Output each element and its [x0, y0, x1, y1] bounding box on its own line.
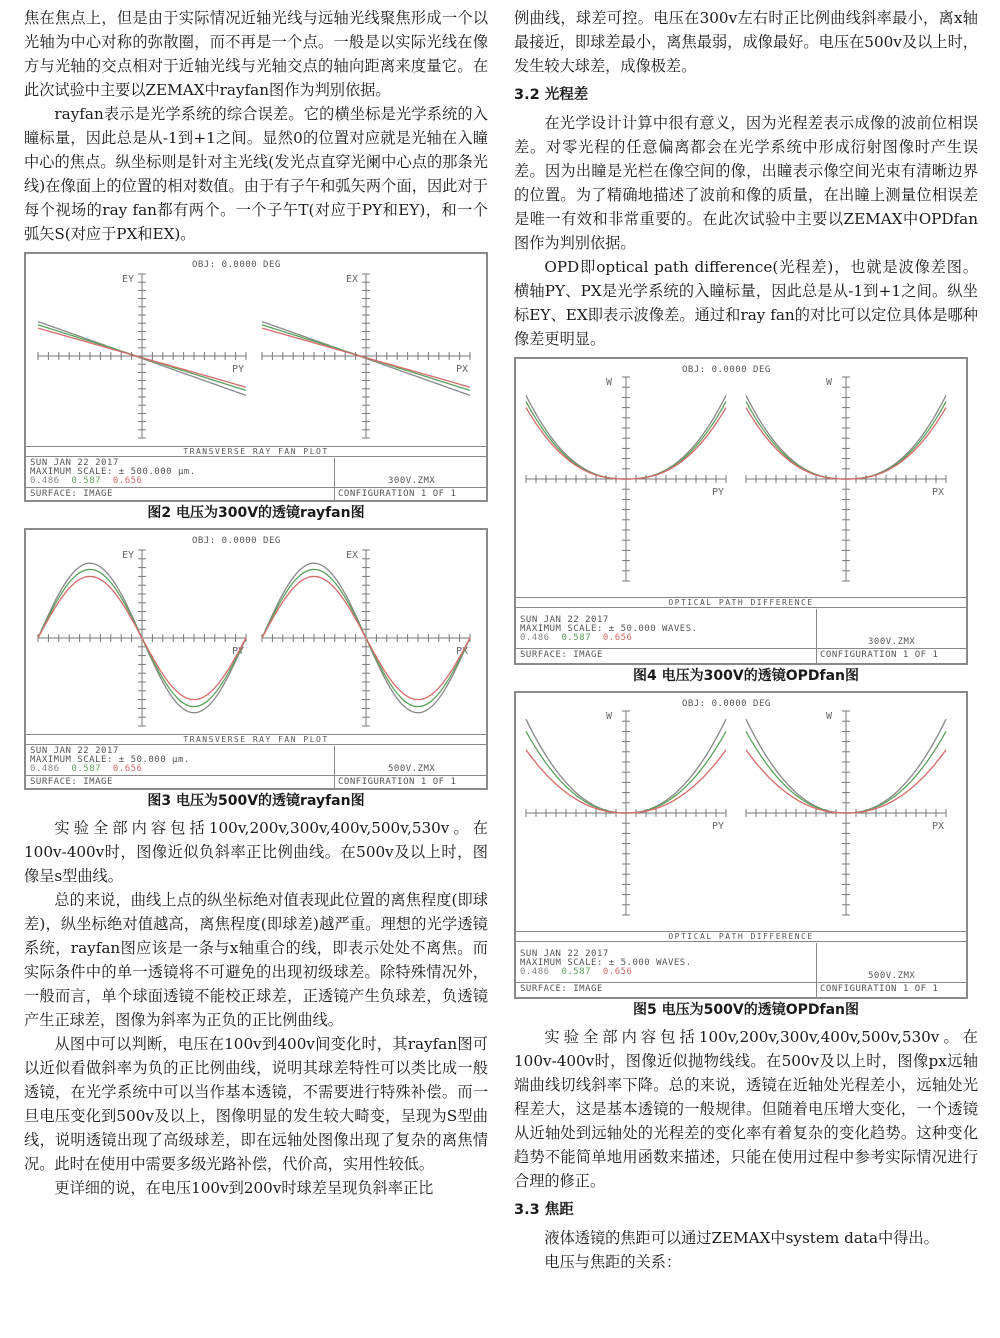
wavelength-1: 0.587 [561, 967, 592, 977]
plot-banner: TRANSVERSE RAY FAN PLOT [26, 734, 486, 745]
divider [26, 775, 486, 776]
y-axis-label: W [606, 711, 613, 722]
x-axis-label: PX [932, 487, 945, 498]
divider [26, 744, 486, 745]
divider [516, 607, 966, 608]
plot-banner: TRANSVERSE RAY FAN PLOT [26, 446, 486, 457]
wavelength-2: 0.656 [112, 764, 143, 774]
x-axis-label: PX [456, 364, 469, 375]
plot-config: CONFIGURATION 1 OF 1 [338, 777, 457, 787]
paragraph: 在光学设计计算中很有意义，因为光程差表示成像的波前位相误差。对零光程的任意偏离都会在光学系统中形成衍射图像时产生误差。因为出瞳是光栏在像空间的像，出瞳表示像空间光束有清晰边界的位置。为了精确地描述了波前和像的质量，在出瞳上测量位相误差是唯一有效和非常重要的。在此次试验中主要以ZEMAX中OPDfan图作为判别依据。 [514, 114, 978, 252]
plot-config: CONFIGURATION 1 OF 1 [338, 489, 457, 499]
y-axis-label: EY [122, 550, 135, 561]
wavelength-2: 0.656 [602, 633, 633, 643]
figure-caption: 图3 电压为500V的透镜rayfan图 [147, 793, 365, 809]
paragraph: 实验全部内容包括100v,200v,300v,400v,500v,530v。在100v-400v时，图像近似抛物线线。在500v及以上时，图像px远轴端曲线切线斜率下降。总的来说，透镜在近轴处光程差小，远轴处光程差大，这是基本透镜的一般规律。但随着电压增大变化，一个透镜从近轴处到远轴处的光程差的变化率有着复杂的变化趋势。这种变化趋势不能简单地用函数来描述，只能在使用过程中参考实际情况进行合理的修正。 [514, 1028, 978, 1190]
x-axis-label: PY [232, 646, 245, 657]
plot-file: 300V.ZMX [388, 476, 436, 486]
divider [26, 487, 486, 488]
y-axis-label: EX [346, 274, 359, 285]
plot-date: SUN JAN 22 2017 [30, 746, 119, 756]
x-axis-label: PY [712, 821, 725, 832]
paragraph: 总的来说，曲线上点的纵坐标绝对值表现此位置的离焦程度(即球差)，纵坐标绝对值越高，离焦程度(即球差)越严重。理想的光学透镜系统，rayfan图应该是一条与x轴重合的线，即表示处处不离焦。而实际条件中的单一透镜将不可避免的出现初级球差。除特殊情况外，一般而言，单个球面透镜不能校正球差，正透镜产生负球差，负透镜产生正球差，图像为斜率为正负的正比例曲线。 [24, 891, 488, 1029]
divider [516, 648, 966, 649]
x-axis-label: PY [712, 487, 725, 498]
section-heading: 3.2 光程差 [514, 87, 589, 103]
divider [516, 982, 966, 983]
plot-scale: MAXIMUM SCALE: ± 500.000 μm. [30, 467, 196, 477]
wavelength-1: 0.587 [71, 476, 102, 486]
paragraph: 更详细的说，在电压100v到200v时球差呈现负斜率正比 [54, 1179, 434, 1197]
x-axis-label: PY [232, 364, 245, 375]
plot-date: SUN JAN 22 2017 [520, 949, 609, 959]
wavelength-0: 0.486 [520, 967, 550, 977]
figure-caption: 图2 电压为300V的透镜rayfan图 [147, 505, 365, 521]
plot-file: 300V.ZMX [868, 637, 916, 647]
y-axis-label: EX [346, 550, 359, 561]
y-axis-label: EY [122, 274, 135, 285]
x-axis-label: PX [932, 821, 945, 832]
plot-file: 500V.ZMX [868, 971, 916, 981]
divider [816, 943, 817, 997]
plot-surface: SURFACE: IMAGE [520, 650, 603, 660]
opdfan-figure-300v [514, 357, 968, 665]
obj-label: OBJ: 0.0000 DEG [192, 536, 281, 546]
divider [516, 941, 966, 942]
plot-scale: MAXIMUM SCALE: ± 5.000 WAVES. [520, 958, 692, 968]
wavelength-list [30, 476, 142, 486]
wavelength-2: 0.656 [112, 476, 143, 486]
plot-date: SUN JAN 22 2017 [520, 615, 609, 625]
plot-file: 500V.ZMX [388, 764, 436, 774]
plot-scale: MAXIMUM SCALE: ± 50.000 μm. [30, 755, 190, 765]
paragraph: 电压与焦距的关系： [544, 1253, 682, 1271]
divider [334, 458, 335, 500]
plot-banner: OPTICAL PATH DIFFERENCE [516, 597, 966, 608]
wavelength-list [520, 967, 632, 977]
opdfan-figure-500v [514, 691, 968, 999]
paragraph: OPD即optical path difference(光程差)，也就是波像差图。横轴PY、PX是光学系统的入瞳标量，因此总是从-1到+1之间。纵坐标EY、EX即表示波像差。通过和ray fan的对比可以定位具体是哪种像差更明显。 [514, 258, 978, 348]
plot-config: CONFIGURATION 1 OF 1 [820, 984, 939, 994]
wavelength-2: 0.656 [602, 967, 633, 977]
y-axis-label: W [606, 377, 613, 388]
wavelength-1: 0.587 [71, 764, 102, 774]
paragraph: 焦在焦点上，但是由于实际情况近轴光线与远轴光线聚焦形成一个以光轴为中心对称的弥散圈，而不再是一个点。一般是以实际光线在像方与光轴的交点相对于近轴光线与光轴交点的轴向距离来度量它。在此次试验中主要以ZEMAX中rayfan图作为判别依据。 [24, 9, 488, 99]
plot-date: SUN JAN 22 2017 [30, 458, 119, 468]
plot-scale: MAXIMUM SCALE: ± 50.000 WAVES. [520, 624, 698, 634]
obj-label: OBJ: 0.0000 DEG [682, 365, 771, 375]
divider [334, 746, 335, 788]
figure-caption: 图5 电压为500V的透镜OPDfan图 [633, 1002, 859, 1018]
paragraph: rayfan表示是光学系统的综合误差。它的横坐标是光学系统的入瞳标量，因此总是从-1到+1之间。显然0的位置对应就是光轴在入瞳中心的焦点。纵坐标则是针对主光线(发光点直穿光阑中心点的那条光线)在像面上的位置的相对数值。由于有子午和弧矢两个面，因此对于每个视场的ray fan都有两个。一个子午T(对应于PY和EY)，和一个弧矢S(对应于PX和EX)。 [24, 105, 488, 243]
paragraph: 从图中可以判断，电压在100v到400v间变化时，其rayfan图可以近似看做斜率为负的正比例曲线，说明其球差特性可以类比成一般透镜，在光学系统中可以当作基本透镜，不需要进行特殊补偿。而一旦电压变化到500v及以上，图像明显的发生较大畸变，呈现为S型曲线，说明透镜出现了高级球差，即在远轴处图像出现了复杂的离焦情况。此时在使用中需要多级光路补偿，代价高，实用性较低。 [24, 1035, 488, 1173]
divider [816, 609, 817, 663]
rayfan-figure-300v [24, 252, 488, 502]
paragraph: 实验全部内容包括100v,200v,300v,400v,500v,530v。在100v-400v时，图像近似负斜率正比例曲线。在500v及以上时，图像呈s型曲线。 [24, 819, 488, 885]
figure-caption: 图4 电压为300V的透镜OPDfan图 [633, 668, 859, 684]
obj-label: OBJ: 0.0000 DEG [192, 260, 281, 270]
left-column [24, 6, 488, 1200]
plot-surface: SURFACE: IMAGE [520, 984, 603, 994]
right-column [514, 6, 978, 1274]
section-heading: 3.3 焦距 [514, 1202, 574, 1218]
wavelength-1: 0.587 [561, 633, 592, 643]
rayfan-figure-500v [24, 528, 488, 790]
paragraph: 例曲线，球差可控。电压在300v左右时正比例曲线斜率最小，离x轴最接近，即球差最小，离焦最弱，成像最好。电压在500v及以上时，发生较大球差，成像极差。 [514, 9, 978, 75]
plot-surface: SURFACE: IMAGE [30, 489, 113, 499]
paragraph: 液体透镜的焦距可以通过ZEMAX中system data中得出。 [544, 1229, 939, 1247]
y-axis-label: W [826, 377, 833, 388]
x-axis-label: PX [456, 646, 469, 657]
plot-config: CONFIGURATION 1 OF 1 [820, 650, 939, 660]
wavelength-list [520, 633, 632, 643]
divider [26, 456, 486, 457]
plot-banner: OPTICAL PATH DIFFERENCE [516, 931, 966, 942]
y-axis-label: W [826, 711, 833, 722]
wavelength-0: 0.486 [30, 764, 60, 774]
wavelength-0: 0.486 [520, 633, 550, 643]
wavelength-list [30, 764, 142, 774]
plot-surface: SURFACE: IMAGE [30, 777, 113, 787]
obj-label: OBJ: 0.0000 DEG [682, 699, 771, 709]
wavelength-0: 0.486 [30, 476, 60, 486]
